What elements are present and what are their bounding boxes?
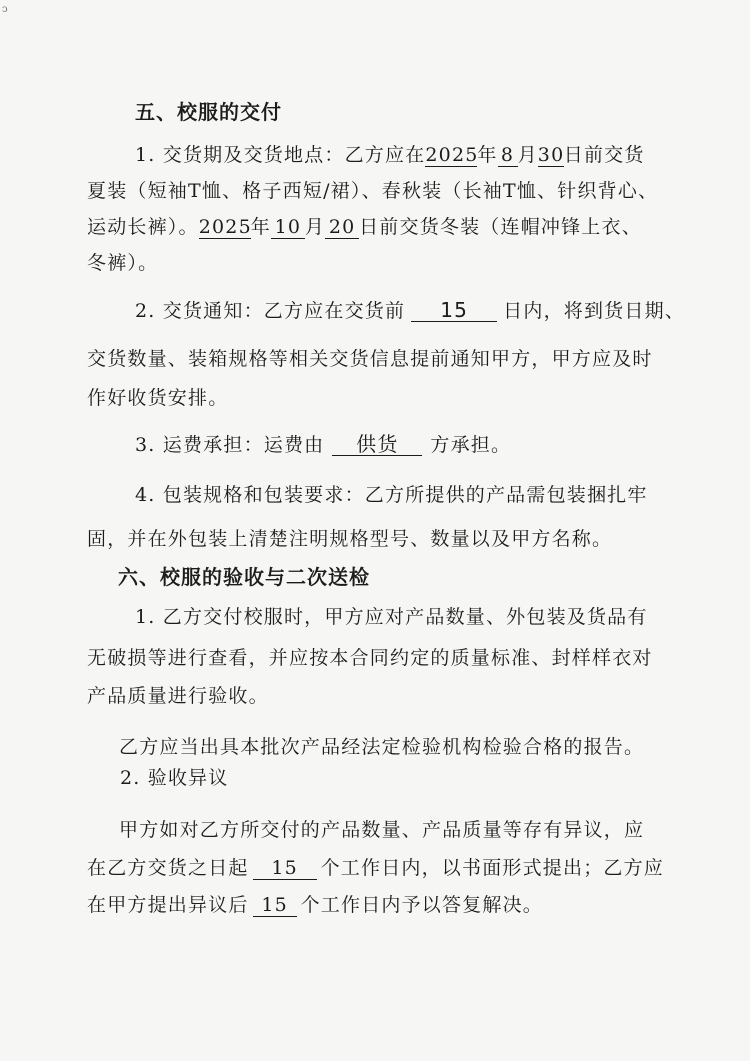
text: 日内，将到货日期、 — [503, 300, 685, 322]
delivery-item4-line1: 4. 包装规格和包装要求：乙方所提供的产品需包装捆扎牢 — [135, 484, 648, 506]
text: 年 — [477, 144, 498, 166]
acceptance-item2-title: 2. 验收异议 — [120, 767, 229, 789]
corner-mark: ↄ — [2, 4, 8, 15]
winter-day-field: 20 — [325, 216, 359, 239]
delivery-item2-line3: 作好收货安排。 — [87, 387, 229, 409]
delivery-item2-line1 — [135, 299, 685, 323]
delivery-item2-line2: 交货数量、装箱规格等相关交货信息提前通知甲方，甲方应及时 — [87, 348, 653, 370]
text: 在甲方提出异议后 — [87, 894, 249, 916]
section-heading-acceptance: 六、校服的验收与二次送检 — [118, 565, 370, 589]
notice-days-field: 15 — [411, 299, 497, 322]
acceptance-item2-line2 — [87, 856, 664, 880]
text: 运动长裤）。 — [87, 216, 199, 238]
text: 方承担。 — [430, 434, 512, 456]
reply-days-field: 15 — [253, 894, 297, 917]
acceptance-item1-line2: 无破损等进行查看，并应按本合同约定的质量标准、封样样衣对 — [87, 647, 653, 669]
text: 日前交货 — [563, 144, 645, 166]
delivery-item3-line1 — [135, 433, 511, 457]
delivery-item1-line2: 夏装（短袖T恤、格子西短/裙）、春秋装（长袖T恤、针织背心、 — [87, 180, 659, 202]
text: 日前交货冬装（连帽冲锋上衣、 — [359, 216, 642, 238]
winter-year-field: 2025 — [198, 216, 252, 238]
text: 个工作日内予以答复解决。 — [300, 894, 544, 916]
text: 3. 运费承担：运费由 — [135, 434, 325, 456]
text: 月 — [517, 144, 538, 166]
delivery-item4-line2: 固，并在外包装上清楚注明规格型号、数量以及甲方名称。 — [87, 528, 613, 550]
delivery-item1-line4: 冬裤）。 — [87, 252, 159, 274]
delivery-year-field: 2025 — [425, 144, 479, 166]
section-heading-delivery: 五、校服的交付 — [135, 100, 282, 124]
acceptance-item1-line1: 1. 乙方交付校服时，甲方应对产品数量、外包装及货品有 — [135, 606, 648, 628]
objection-days-field: 15 — [253, 857, 317, 880]
acceptance-report-line: 乙方应当出具本批次产品经法定检验机构检验合格的报告。 — [119, 736, 645, 758]
freight-party-field: 供货 — [332, 433, 422, 456]
text: 在乙方交货之日起 — [87, 857, 249, 879]
text: 年 — [250, 216, 271, 238]
delivery-day-field: 30 — [537, 144, 565, 166]
text: 个工作日内，以书面形式提出；乙方应 — [320, 857, 665, 879]
delivery-item1-line3 — [87, 215, 642, 239]
delivery-item1-line1 — [135, 143, 645, 167]
acceptance-item2-line1: 甲方如对乙方所交付的产品数量、产品质量等存有异议，应 — [119, 819, 645, 841]
delivery-month-field: 8 — [498, 144, 518, 167]
acceptance-item2-line3 — [87, 893, 543, 917]
text: 1. 交货期及交货地点：乙方应在 — [135, 144, 426, 166]
text: 2. 交货通知：乙方应在交货前 — [135, 300, 406, 322]
text: 月 — [304, 216, 326, 238]
acceptance-item1-line3: 产品质量进行验收。 — [87, 685, 269, 707]
winter-month-field: 10 — [271, 216, 305, 239]
